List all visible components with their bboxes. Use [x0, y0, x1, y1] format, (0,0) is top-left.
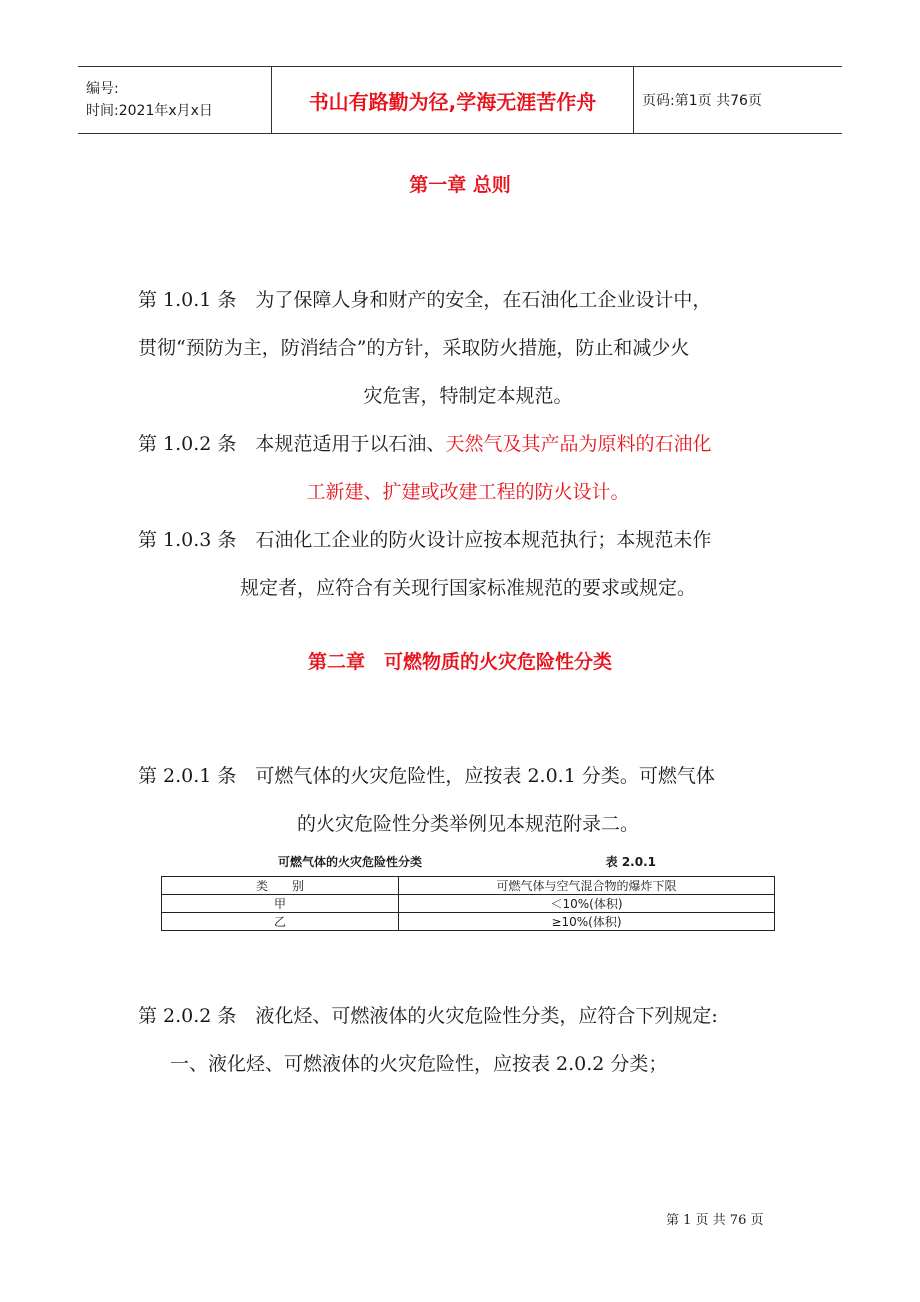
- highlighted-text: 天然气及其产品为原料的石油化: [445, 433, 712, 455]
- article-2-0-2-item-1: [170, 1040, 830, 1088]
- article-line: 一、液化烃、可燃液体的火灾危险性，应按表 2.0.2 分类；: [170, 1053, 668, 1075]
- cell-limit: ＜10%(体积): [399, 895, 775, 913]
- header-page-label: 页码:第1页 共76页: [642, 93, 762, 109]
- article-line: 第 2.0.2 条 液化烃、可燃液体的火灾危险性分类，应符合下列规定:: [138, 1005, 718, 1027]
- highlighted-text: 工新建、扩建或改建工程的防火设计。: [306, 481, 630, 503]
- date-label: 时间:2021年x月x日: [86, 103, 213, 119]
- page-footer: 第 1 页 共 76 页: [666, 1213, 764, 1228]
- article-line: 第 1.0.1 条 为了保障人身和财产的安全，在石油化工企业设计中，: [138, 289, 712, 311]
- table-row: [162, 913, 775, 931]
- chapter-2-title: 第二章 可燃物质的火灾危险性分类: [307, 651, 612, 673]
- article-2-0-1: [138, 752, 798, 848]
- article-line: 灾危害，特制定本规范。: [363, 385, 573, 407]
- cell-category: 乙: [162, 913, 399, 931]
- cell-category: 甲: [162, 895, 399, 913]
- article-line: 第 2.0.1 条 可燃气体的火灾危险性，应按表 2.0.1 分类。可燃气体: [138, 765, 715, 787]
- cell-limit: ≥10%(体积): [399, 913, 775, 931]
- article-line: [138, 420, 798, 468]
- article-line: 贯彻“预防为主，防消结合”的方针，采取防火措施，防止和减少火: [138, 337, 690, 359]
- table-header-row: [162, 877, 775, 895]
- table-row: [162, 895, 775, 913]
- doc-number-label: 编号:: [86, 81, 119, 97]
- article-2-0-2: [138, 992, 798, 1040]
- table-number: 表 2.0.1: [605, 855, 656, 869]
- article-1-0-1: [138, 276, 798, 420]
- header-meta: [78, 67, 272, 133]
- chapter-1-title: 第一章 总则: [409, 174, 511, 196]
- page-header: [78, 66, 842, 134]
- article-1-0-3: [138, 516, 798, 612]
- table-caption: [160, 853, 774, 873]
- article-1-0-2: [138, 420, 798, 516]
- article-line: 第 1.0.3 条 石油化工企业的防火设计应按本规范执行；本规范未作: [138, 529, 712, 551]
- article-text: 第 1.0.2 条 本规范适用于以石油、: [138, 433, 446, 455]
- header-category: 类 别: [162, 877, 399, 895]
- article-line: 的火灾危险性分类举例见本规范附录二。: [296, 813, 639, 835]
- header-lower-limit: 可燃气体与空气混合物的爆炸下限: [399, 877, 775, 895]
- article-line: 规定者，应符合有关现行国家标准规范的要求或规定。: [239, 577, 696, 599]
- gas-hazard-table: [161, 876, 775, 931]
- table-title: 可燃气体的火灾危险性分类: [278, 855, 423, 869]
- header-motto: 书山有路勤为径,学海无涯苦作舟: [272, 67, 634, 133]
